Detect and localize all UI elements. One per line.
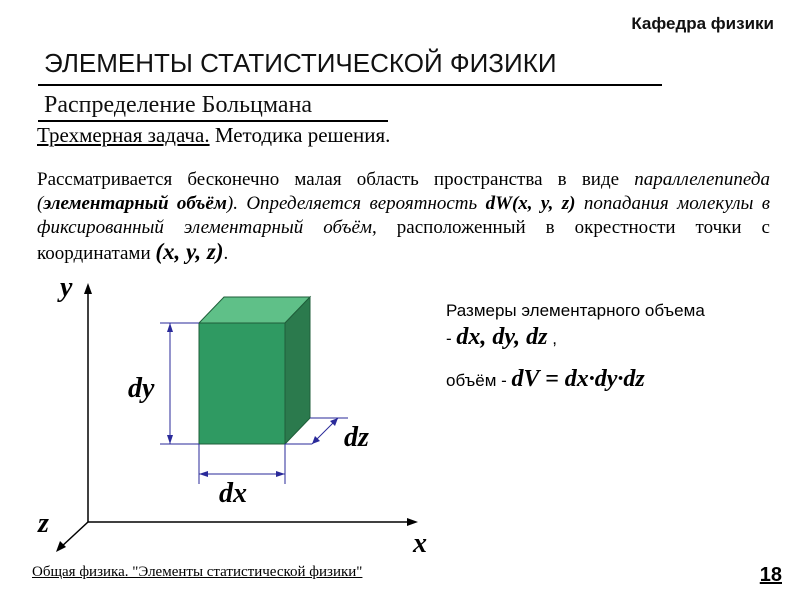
box-side-face	[285, 297, 310, 444]
volume-block	[446, 366, 786, 393]
axis-x-label: x	[413, 528, 427, 559]
sizes-block	[446, 298, 786, 352]
dz-label: dz	[344, 422, 369, 453]
sizes-caption: Размеры элементарного объема	[446, 301, 705, 320]
dy-label: dy	[128, 373, 155, 404]
para-term-volume: элементарный объём	[43, 193, 227, 214]
sizes-trail: ,	[547, 329, 557, 348]
axis-z-label: z	[38, 508, 49, 539]
department-label: Кафедра физики	[631, 14, 774, 33]
slide-title: ЭЛЕМЕНТЫ СТАТИСТИЧЕСКОЙ ФИЗИКИ	[44, 48, 557, 78]
para-formula-point: (x, y, z)	[155, 239, 224, 264]
axis-y-label: y	[60, 272, 73, 303]
z-axis-arrow	[56, 541, 66, 552]
para-formula-dw: dW(x, y, z)	[485, 193, 576, 214]
z-axis	[60, 522, 88, 548]
para-period: .	[223, 243, 229, 264]
slide-subtitle: Распределение Больцмана	[44, 92, 313, 118]
footer-course-link[interactable]: Общая физика. "Элементы статистической физики"	[32, 564, 363, 580]
sizes-formula: dx, dy, dz	[456, 324, 548, 350]
volume-formula: dV = dx·dy·dz	[511, 366, 645, 392]
task-label: Трехмерная задача.	[37, 123, 210, 147]
volume-label: объём -	[446, 371, 512, 390]
dy-dimension	[160, 323, 199, 444]
para-italic-3: попадания молекулы в фиксированный элементарный объём	[37, 193, 771, 238]
sizes-dash: -	[446, 329, 457, 348]
y-axis-arrow	[84, 283, 92, 294]
para-text-2: , расположенный в окрестности точки с координатами	[37, 217, 770, 264]
page-number: 18	[759, 564, 782, 586]
sizes-formula-line	[446, 324, 786, 352]
x-axis-arrow	[407, 518, 418, 526]
dx-label: dx	[219, 478, 247, 509]
para-italic-2: ). Определяется	[226, 193, 370, 214]
para-italic-1: параллелепипеда (	[37, 169, 770, 214]
para-term-probability: вероятность	[369, 193, 478, 214]
box-front-face	[199, 323, 285, 444]
task-rest: Методика решения.	[209, 123, 391, 147]
para-text-1: Рассматривается бесконечно малая область пространства в виде	[37, 169, 635, 190]
